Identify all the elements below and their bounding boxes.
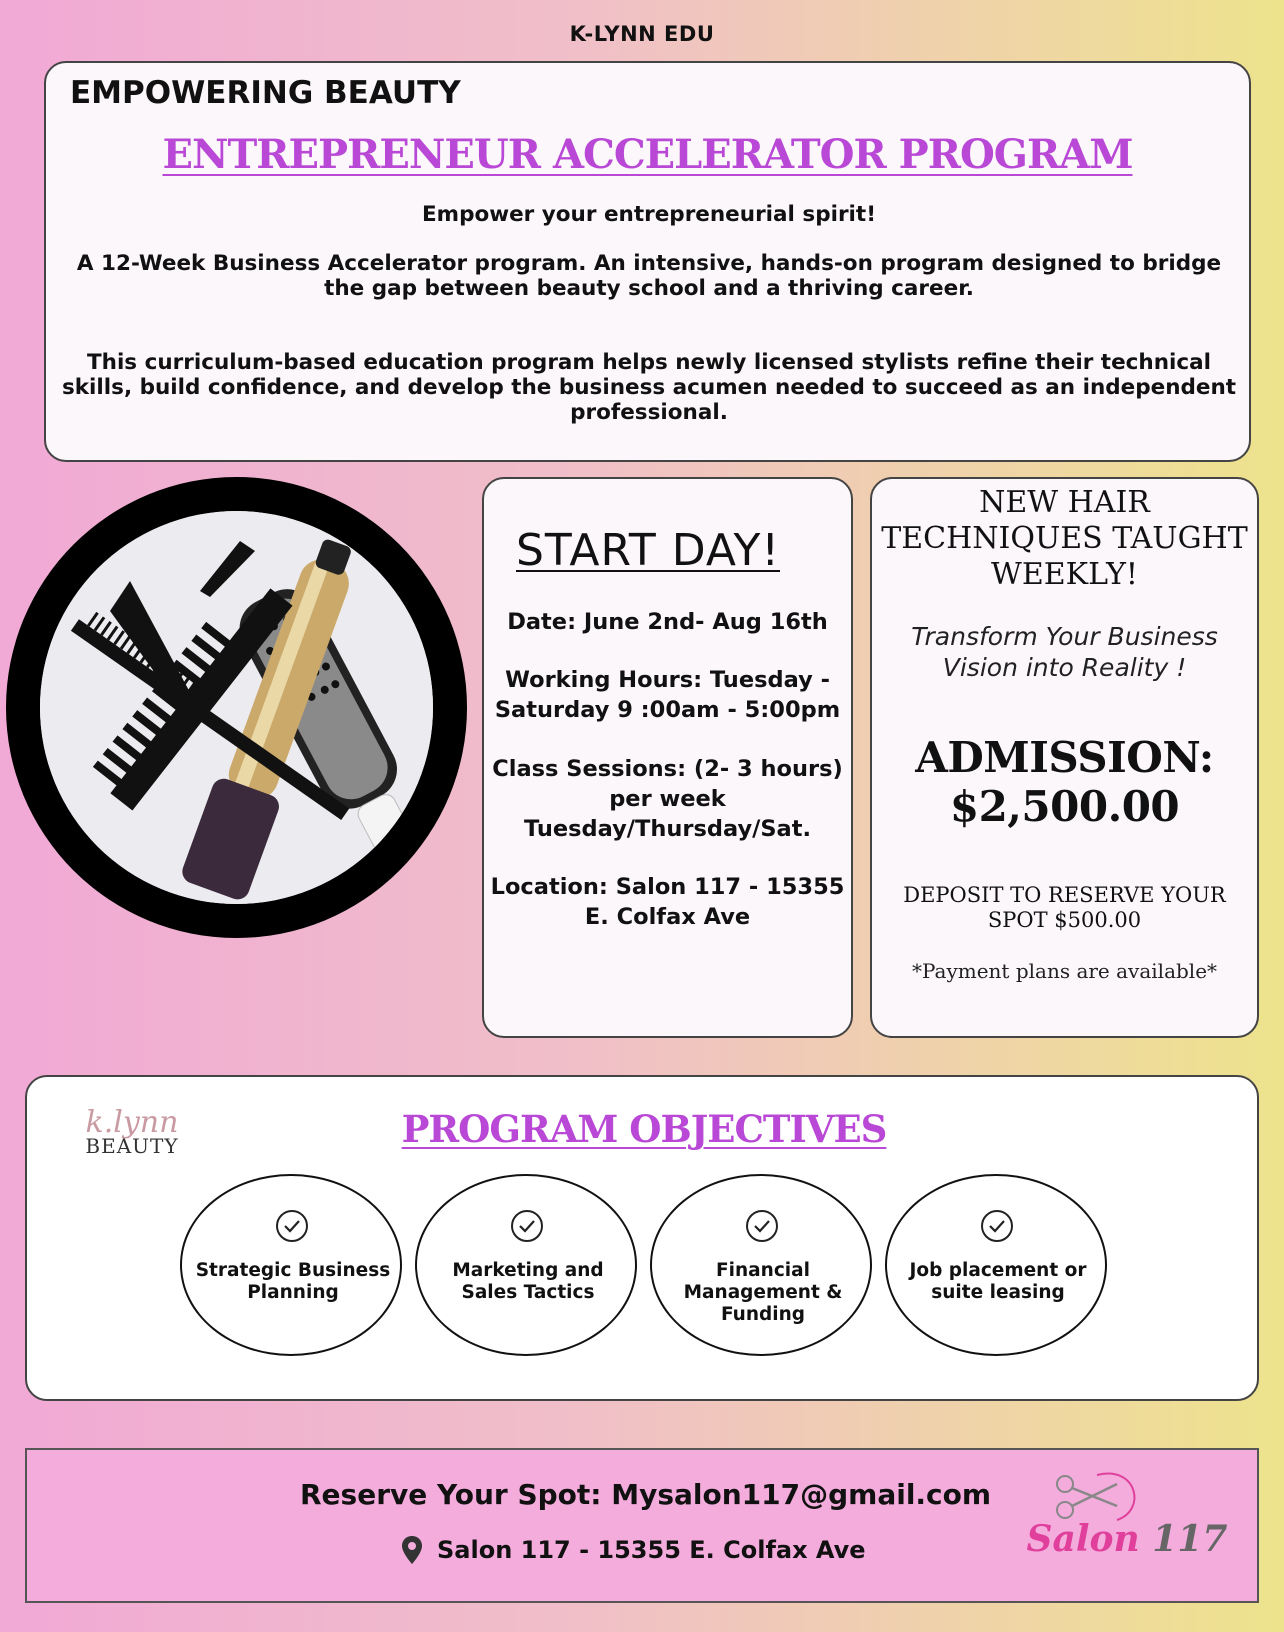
hair-tools-illustration (40, 511, 433, 904)
payment-plans-note: *Payment plans are available* (911, 959, 1218, 983)
check-circle-icon (509, 1208, 545, 1244)
hero-card (44, 61, 1251, 462)
objective-label: Strategic Business Planning (195, 1260, 391, 1303)
check-circle-icon (979, 1208, 1015, 1244)
admission-block (872, 733, 1257, 831)
admission-card (870, 477, 1259, 1038)
objective-item (885, 1174, 1107, 1356)
objective-item (650, 1174, 872, 1356)
deposit-note: DEPOSIT TO RESERVE YOUR SPOT $500.00 (903, 883, 1226, 932)
admission-label: ADMISSION: (915, 733, 1214, 782)
map-pin-icon (401, 1535, 423, 1565)
objectives-title: PROGRAM OBJECTIVES (401, 1107, 887, 1151)
hero-description-1: A 12-Week Business Accelerator program. An intensive, hands-on program designed to bridge the gap between beauty school and a thriving career. (76, 251, 1222, 301)
logo-script: k.lynn (85, 1105, 179, 1140)
hero-description-2: This curriculum-based education program helps newly licensed stylists refine their technical skills, build confidence, and develop the business acumen needed to succeed as an independent professional. (61, 350, 1237, 425)
salon-number: 117 (1152, 1518, 1228, 1560)
objective-label: Marketing and Sales Tactics (452, 1260, 604, 1303)
check-circle-icon (274, 1208, 310, 1244)
footer-address (401, 1535, 866, 1565)
date-range: Date: June 2nd- Aug 16th (507, 609, 828, 635)
hero-tagline: Empower your entrepreneurial spirit! (421, 202, 877, 227)
objective-item (415, 1174, 637, 1356)
check-circle-icon (744, 1208, 780, 1244)
admission-price: $2,500.00 (949, 782, 1180, 831)
objective-item (180, 1174, 402, 1356)
transform-tagline: Transform Your Business Vision into Reality ! (911, 622, 1218, 682)
start-day-card (482, 477, 853, 1038)
program-title: ENTREPRENEUR ACCELERATOR PROGRAM (162, 131, 1133, 178)
objective-label: Financial Management & Funding (683, 1260, 843, 1325)
salon-117-logo (1017, 1470, 1237, 1585)
working-hours: Working Hours: Tuesday - Saturday 9 :00am - 5:00pm (494, 667, 841, 723)
logo-word: BEAUTY (85, 1134, 179, 1158)
address-text: Salon 117 - 15355 E. Colfax Ave (437, 1536, 866, 1564)
hair-tools-photo (6, 477, 467, 938)
reserve-email[interactable]: Reserve Your Spot: Mysalon117@gmail.com (300, 1478, 992, 1511)
footer-banner (25, 1448, 1259, 1603)
eyebrow-heading: EMPOWERING BEAUTY (70, 75, 461, 111)
objective-label: Job placement or suite leasing (909, 1260, 1087, 1303)
class-sessions: Class Sessions: (2- 3 hours) per week Tuesday/Thursday/Sat. (492, 756, 843, 842)
start-day-title: START DAY! (516, 525, 781, 576)
program-objectives-card (25, 1075, 1259, 1401)
location: Location: Salon 117 - 15355 E. Colfax Ave (490, 874, 845, 930)
salon-word: Salon (1026, 1518, 1140, 1560)
org-name: K-LYNN EDU (569, 22, 715, 46)
new-techniques-headline: NEW HAIR TECHNIQUES TAUGHT WEEKLY! (881, 485, 1248, 592)
salon-wordmark (1017, 1518, 1237, 1560)
